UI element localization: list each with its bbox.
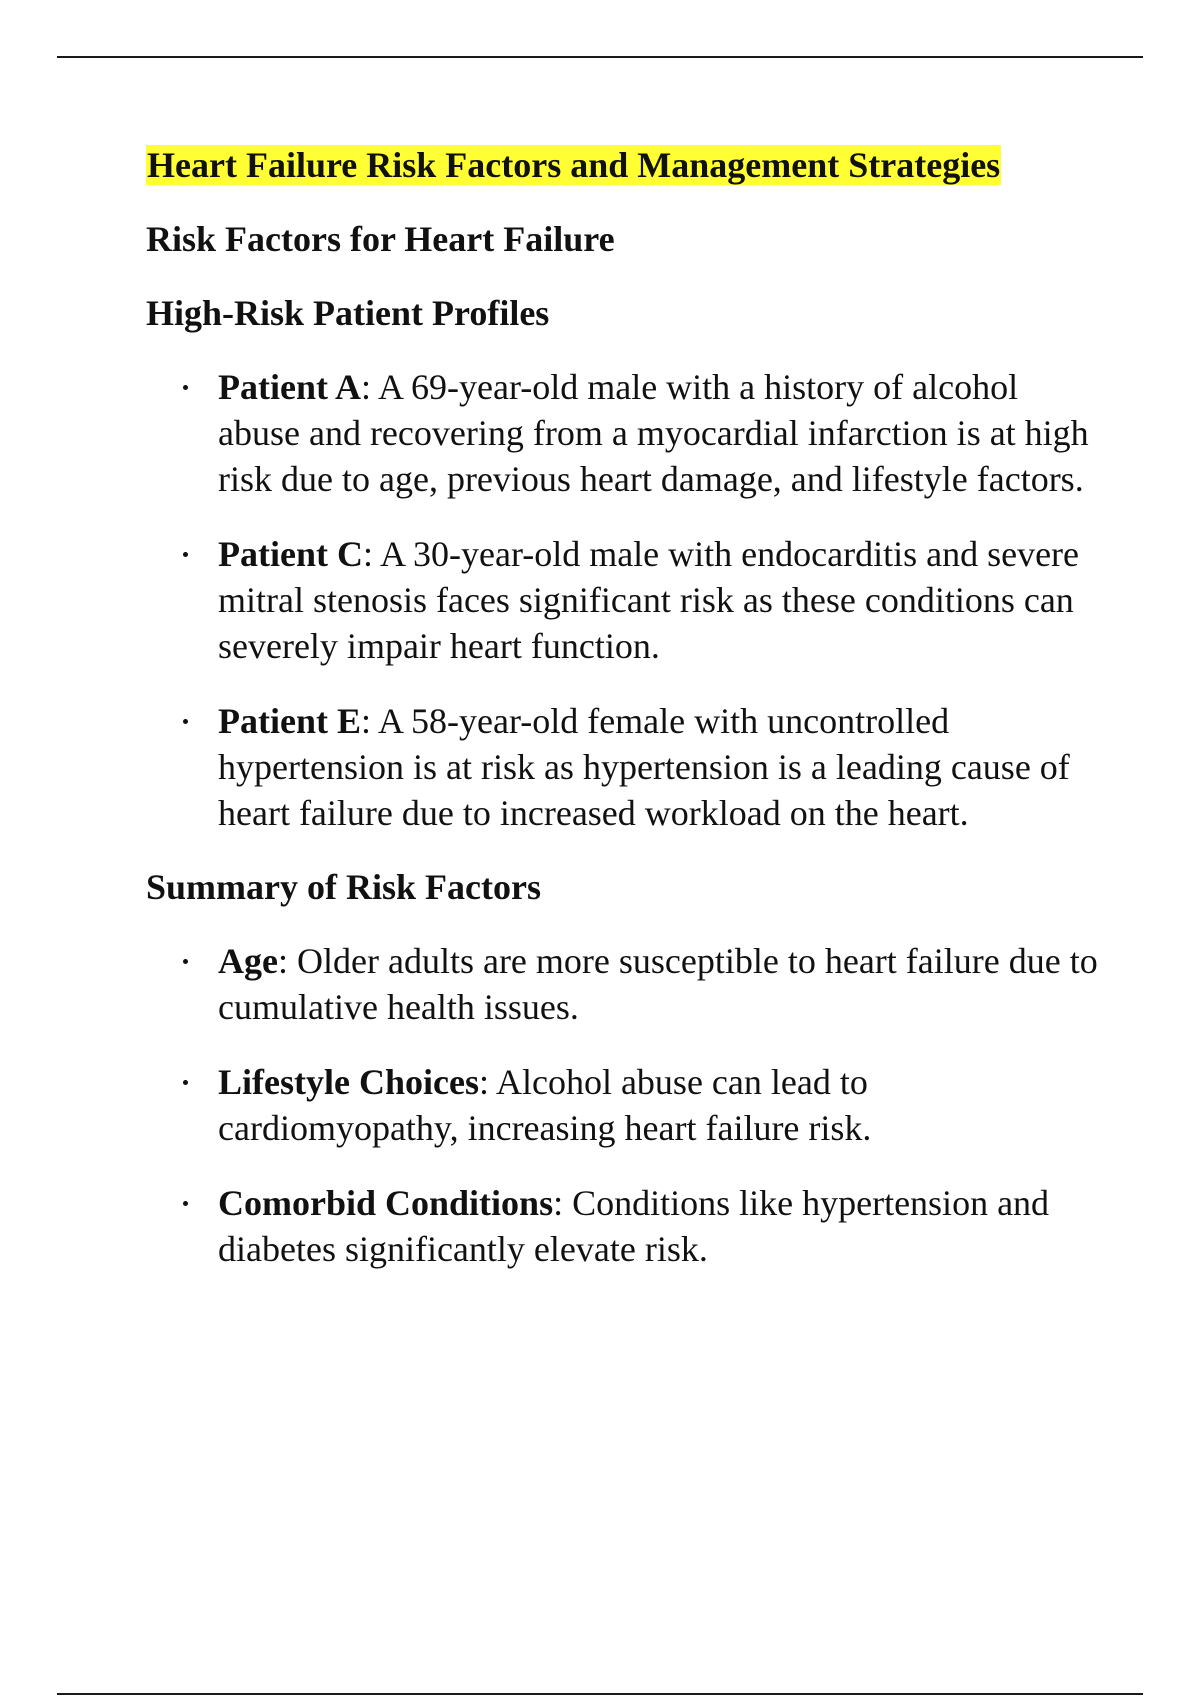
list-item-text: A 69-year-old male with a history of alcohol abuse and recovering from a myocardial infarction is at high risk due to age, previous heart damage, and lifestyle factors. <box>218 367 1089 499</box>
list-item-patient-a <box>146 364 1106 502</box>
list-item-age <box>146 938 1106 1030</box>
list-item-separator: : <box>478 1062 496 1102</box>
bullet-icon <box>183 552 188 557</box>
summary-list <box>146 938 1106 1272</box>
list-item-term: Comorbid Conditions <box>218 1183 554 1223</box>
list-item-patient-c <box>146 531 1106 669</box>
list-item-text: Older adults are more susceptible to heart failure due to cumulative health issues. <box>218 941 1098 1027</box>
list-item-term: Age <box>218 941 278 981</box>
patient-profiles-list <box>146 364 1106 836</box>
list-item-text: A 58-year-old female with uncontrolled hypertension is at risk as hypertension is a leading cause of heart failure due to increased workload on the heart. <box>218 701 1070 833</box>
footer-rule <box>57 1693 1143 1695</box>
list-item-term: Patient C <box>218 534 363 574</box>
section-heading-patient-profiles: High-Risk Patient Profiles <box>146 293 550 333</box>
page-title <box>146 142 1106 188</box>
bullet-icon <box>183 385 188 390</box>
bullet-icon <box>183 1201 188 1206</box>
bullet-icon <box>183 1080 188 1085</box>
list-item-term: Patient A <box>218 367 361 407</box>
list-item-patient-e <box>146 698 1106 836</box>
list-item-lifestyle-choices <box>146 1059 1106 1151</box>
bullet-icon <box>183 959 188 964</box>
list-item-separator: : <box>362 534 380 574</box>
list-item-separator: : <box>360 701 378 741</box>
list-item-text: Alcohol abuse can lead to cardiomyopathy, increasing heart failure risk. <box>218 1062 872 1148</box>
list-item-comorbid-conditions <box>146 1180 1106 1272</box>
list-item-separator: : <box>277 941 297 981</box>
section-heading-summary: Summary of Risk Factors <box>146 867 541 907</box>
highlighted-title-text: Heart Failure Risk Factors and Management Strategies <box>147 145 1001 185</box>
list-item-text: Conditions like hypertension and diabetes significantly elevate risk. <box>218 1183 1050 1269</box>
header-rule <box>57 56 1143 58</box>
section-heading-risk-factors: Risk Factors for Heart Failure <box>146 219 615 259</box>
document-body <box>146 142 1106 1272</box>
list-item-text: A 30-year-old male with endocarditis and severe mitral stenosis faces significant risk as these conditions can severely impair heart function. <box>218 534 1080 666</box>
bullet-icon <box>183 719 188 724</box>
list-item-term: Lifestyle Choices <box>218 1062 479 1102</box>
list-item-separator: : <box>553 1183 573 1223</box>
list-item-separator: : <box>360 367 378 407</box>
list-item-term: Patient E <box>218 701 361 741</box>
